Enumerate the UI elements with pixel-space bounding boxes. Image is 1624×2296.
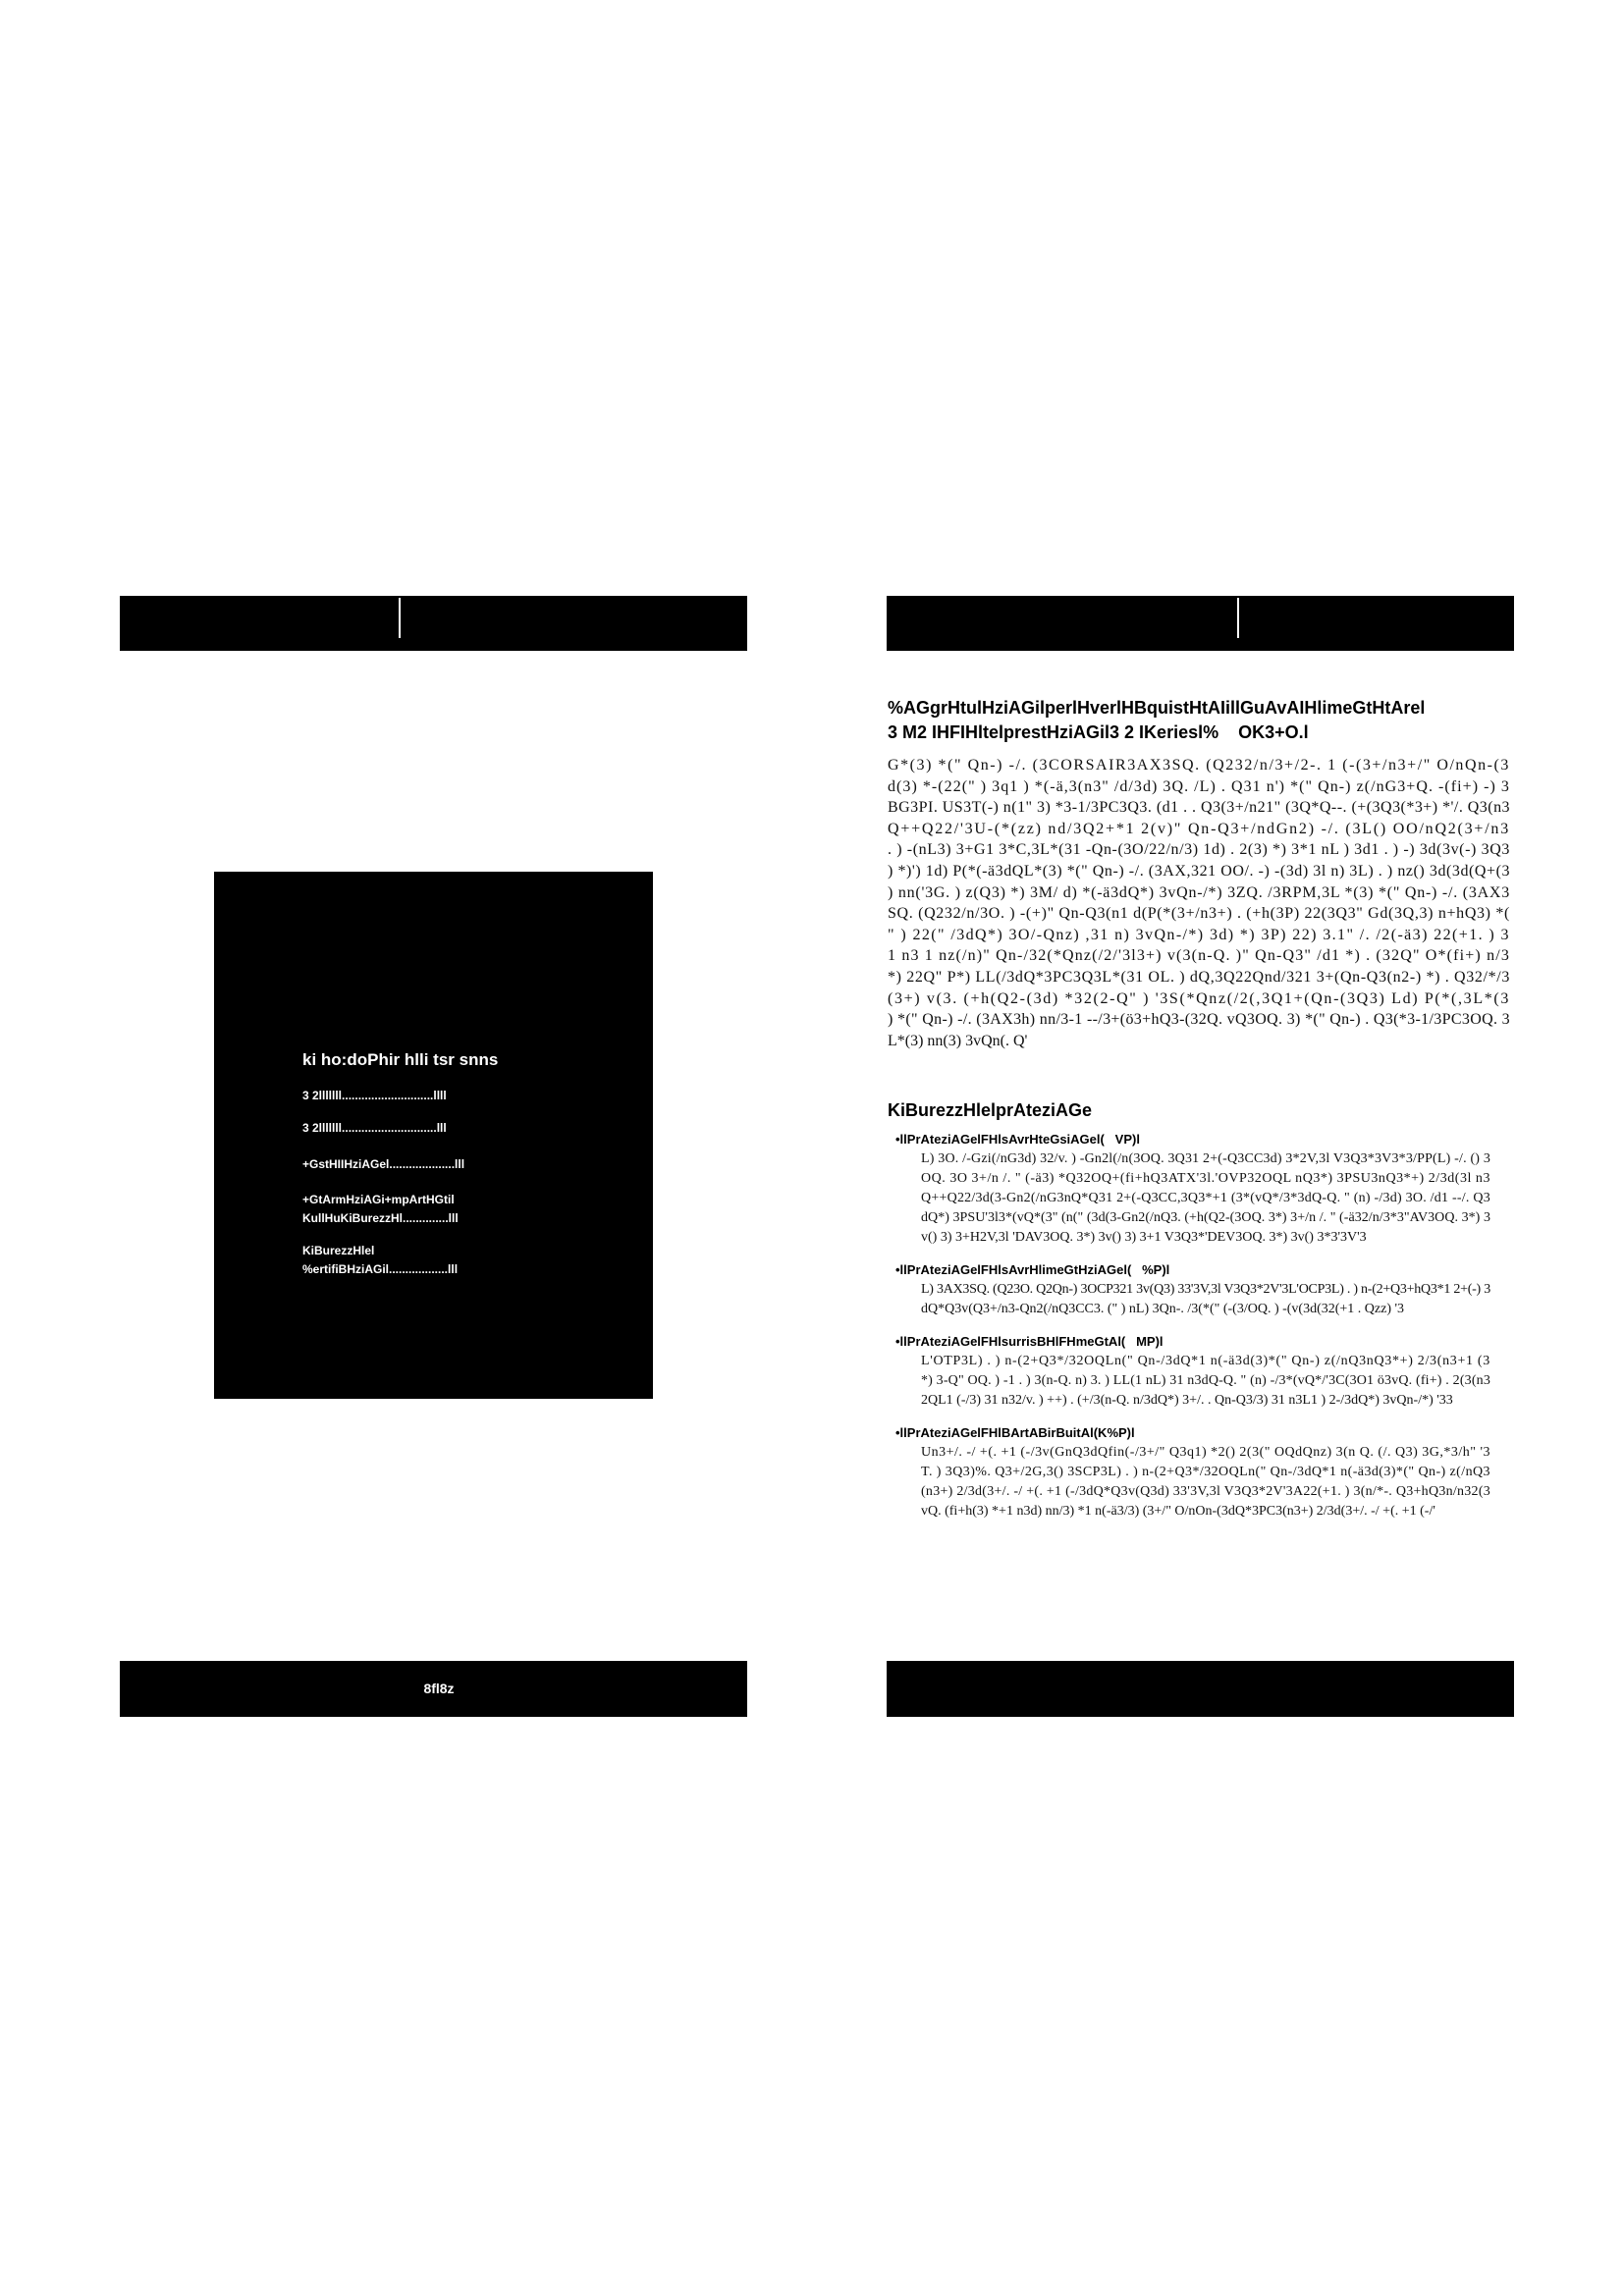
spec-item-line: 2QL1 (-/3) 31 n32/v. ) ++) . (+/3(n-Q. n/3dQ*) 3+/. . Qn-Q3/3) 31 n3L1 ) 2-/3dQ*) 3vQn-/*) '33 <box>921 1393 1453 1408</box>
table-of-contents-box <box>214 872 653 1399</box>
page-number: 8fl8z <box>423 1681 455 1696</box>
spec-item-line: dQ*Q3v(Q3+/n3-Qn2(/nQ3CC3. (" ) nL) 3Qn-. /3(*(" (-(3/OQ. ) -(v(3d(32(+1 . Qzz) '3 <box>921 1302 1405 1316</box>
paragraph-line: SQ. (Q232/n/3O. ) -(+)" Qn-Q3(n1 d(P(*(3+/n3+) . (+h(3P) 22(3Q3" Gd(3Q,3) n+hQ3) *( <box>888 905 1510 923</box>
toc-entry <box>302 1087 597 1105</box>
spec-item <box>895 1130 1514 1248</box>
document-title <box>888 696 1514 745</box>
spec-item-heading: •llPrAteziAGelFHlsAvrHlimeGtHziAGel( %P)l <box>895 1262 1170 1277</box>
toc-entry-line: +GtArmHziAGi+mpArtHGtil <box>302 1193 455 1206</box>
spec-item-line: v() 3) 3+H2V,3l 'DAV3OQ. 3*) 3v() 3) 3+1 V3Q3*'DEV3OQ. 3*) 3v() 3*3'3V'3 <box>921 1230 1367 1245</box>
paragraph-line: 1 n3 1 nz(/n)" Qn-/32(*Qnz(/2/'3l3+) v(3(n-Q. )" Qn-Q3" /d1 *) . (32Q" O*(fi+) n/3 <box>888 947 1510 965</box>
spec-item-line: OQ. 3O 3+/n /. " (-ä3) *Q32OQ+(fi+hQ3ATX'3l.'OVP32OQL nQ3*) 3PSU3nQ3*+) 2/3d(3l n3 <box>921 1171 1490 1186</box>
right-footer-bar <box>887 1661 1514 1717</box>
intro-paragraph <box>888 755 1510 1051</box>
paragraph-line: ) nn('3G. ) z(Q3) *) 3M/ d) *(-ä3dQ*) 3vQn-/*) 3ZQ. /3RPM,3L *(3) *(" Qn-) -/. (3AX3 <box>888 883 1510 901</box>
spec-item-line: Q++Q22/3d(3-Gn2(/nG3nQ*Q31 2+(-Q3CC,3Q3*+1 (3*(vQ*/3*3dQ-Q. " (n) -/3d) 3O. /d1 --/. Q3 <box>921 1191 1490 1205</box>
left-header-divider <box>399 598 401 638</box>
paragraph-line: " ) 22(" /3dQ*) 3O/-Qnz) ,31 n) 3vQn-/*) 3d) *) 3P) 22) 3.1" /. /2(-ä3) 22(+1. ) 3 <box>888 926 1510 943</box>
paragraph-line: *) 22Q" P*) LL(/3dQ*3PC3Q3L*(31 OL. ) dQ,3Q22Qnd/321 3+(Qn-Q3(n2-) *) . Q32/*/3 <box>888 968 1511 986</box>
right-header-bar <box>887 596 1514 651</box>
spec-item-line: vQ. (fi+h(3) *+1 n3d) nn/3) *1 n(-ä3/3) (3+/" O/nOn-(3dQ*3PC3(n3+) 2/3d(3+/. -/ +(. +1 (-/' <box>921 1504 1435 1519</box>
spec-item-line: dQ*) 3PSU'3l3*(vQ*(3" (n(" (3d(3-Gn2(/nQ3. (+h(Q2-(3OQ. 3*) 3+/n /. " (-ä32/n/3*3"AV3OQ. 3*) 3 <box>921 1210 1490 1225</box>
spec-item-line: L) 3O. /-Gzi(/nG3d) 32/v. ) -Gn2l(/n(3OQ. 3Q31 2+(-Q3CC3d) 3*2V,3l V3Q3*3V3*3/PP(L) -/. () 3 <box>921 1151 1491 1166</box>
toc-entry-line: KullHuKiBurezzHl..............lll <box>302 1211 459 1225</box>
spec-item-heading: •llPrAteziAGelFHlsurrisBHlFHmeGtAl( MP)l <box>895 1334 1164 1349</box>
left-footer-bar <box>120 1661 747 1717</box>
spec-item-line: T. ) 3Q3)%. Q3+/2G,3() 3SCP3L) . ) n-(2+Q3*/32OQLn(" Qn-/3dQ*1 n(-ä3d(3)*(" Qn-) z(/nQ3 <box>921 1465 1490 1479</box>
spec-item-line: *) 3-Q" OQ. ) -1 . ) 3(n-Q. n) 3. ) LL(1 nL) 31 n3dQ-Q. " (n) -/3*(vQ*/'3C(3O1 ö3vQ. (fi+) . 2(3(n3 <box>921 1373 1490 1388</box>
toc-entry <box>302 1155 597 1174</box>
toc-entry-line: 3 2lllllll.............................lll <box>302 1121 447 1135</box>
toc-entry <box>302 1191 597 1228</box>
toc-entry-line: +GstHIIHziAGel....................lll <box>302 1157 465 1171</box>
toc-title: ki ho:doPhir hlli tsr snns <box>302 1050 499 1069</box>
spec-item-heading: •llPrAteziAGelFHlBArtABirBuitAl(K%P)l <box>895 1425 1135 1440</box>
document-title-line: %AGgrHtulHziAGilperlHverlHBquistHtAIillGuAvAIHlimeGtHtArel <box>888 698 1426 718</box>
section-heading: KiBurezzHlelprAteziAGe <box>888 1100 1093 1120</box>
spec-item <box>895 1423 1514 1522</box>
paragraph-line: d(3) *-(22(" ) 3q1 ) *(-ä,3(n3" /d/3d) 3Q. /L) . Q31 n') *(" Qn-) z(/nG3+Q. -(fi+) -) 3 <box>888 777 1510 795</box>
document-title-line: 3 M2 IHFIHltelprestHziAGil3 2 IKeriesl% OK3+O.l <box>888 722 1309 742</box>
spec-list <box>895 1130 1514 1522</box>
toc-entry <box>302 1242 597 1279</box>
toc-entry <box>302 1119 597 1138</box>
toc-entry-line: %ertifiBHziAGil..................lll <box>302 1262 459 1276</box>
paragraph-line: ) *(" Qn-) -/. (3AX3h) nn/3-1 --/3+(ö3+hQ3-(32Q. vQ3OQ. 3) *(" Qn-) . Q3(*3-1/3PC3OQ. 3 <box>888 1011 1511 1029</box>
paragraph-line: (3+) v(3. (+h(Q2-(3d) *32(2-Q" ) '3S(*Qnz(/2(,3Q1+(Qn-(3Q3) Ld) P(*(,3L*(3 <box>888 989 1511 1007</box>
spec-item <box>895 1260 1514 1319</box>
spec-item-line: L) 3AX3SQ. (Q23O. Q2Qn-) 3OCP321 3v(Q3) 33'3V,3l V3Q3*2V'3L'OCP3L) . ) n-(2+Q3+hQ3*1 2+(-) 3 <box>921 1282 1490 1297</box>
toc-entry-line: KiBurezzHlel <box>302 1244 375 1257</box>
spec-item-line: (n3+) 2/3d(3+/. -/ +(. +1 (-/3dQ*Q3v(Q3d) 33'3V,3l V3Q3*2V'3A22(+1. ) 3(n/*-. Q3+hQ3n/n32(3 <box>921 1484 1491 1499</box>
paragraph-line: Q++Q22/'3U-(*(zz) nd/3Q2+*1 2(v)" Qn-Q3+/ndGn2) -/. (3L() OO/nQ2(3+/n3 <box>888 820 1510 837</box>
spec-item-line: Un3+/. -/ +(. +1 (-/3v(GnQ3dQfin(-/3+/" Q3q1) *2() 2(3(" OQdQnz) 3(n Q. (/. Q3) 3G,*3/h" '3 <box>921 1445 1490 1460</box>
spec-item-heading: •llPrAteziAGelFHlsAvrHteGsiAGel( VP)l <box>895 1132 1140 1147</box>
paragraph-line: ) *)') 1d) P(*(-ä3dQL*(3) *(" Qn-) -/. (3AX,321 OO/. -) -(3d) 3l n) 3L) . ) nz() 3d(3d(Q+(3 <box>888 862 1511 880</box>
spec-item <box>895 1332 1514 1411</box>
left-header-bar <box>120 596 747 651</box>
spec-item-line: L'OTP3L) . ) n-(2+Q3*/32OQLn(" Qn-/3dQ*1 n(-ä3d(3)*(" Qn-) z(/nQ3nQ3*+) 2/3(n3+1 (3 <box>921 1354 1490 1368</box>
paragraph-line: L*(3) nn(3) 3vQn(. Q' <box>888 1032 1028 1049</box>
paragraph-line: BG3PI. US3T(-) n(1" 3) *3-1/3PC3Q3. (d1 . . Q3(3+/n21" (3Q*Q--. (+(3Q3(*3+) *'/. Q3(n3 <box>888 799 1511 817</box>
paragraph-line: . ) -(nL3) 3+G1 3*C,3L*(31 -Qn-(3O/22/n/3) 1d) . 2(3) *) 3*1 nL ) 3d1 . ) -) 3d(3v(-) 3Q3 <box>888 841 1510 859</box>
paragraph-line: G*(3) *(" Qn-) -/. (3CORSAIR3AX3SQ. (Q232/n/3+/2-. 1 (-(3+/n3+/" O/nQn-(3 <box>888 757 1510 774</box>
right-header-divider <box>1237 598 1239 638</box>
toc-entry-line: 3 2lllllll............................llll <box>302 1089 447 1102</box>
